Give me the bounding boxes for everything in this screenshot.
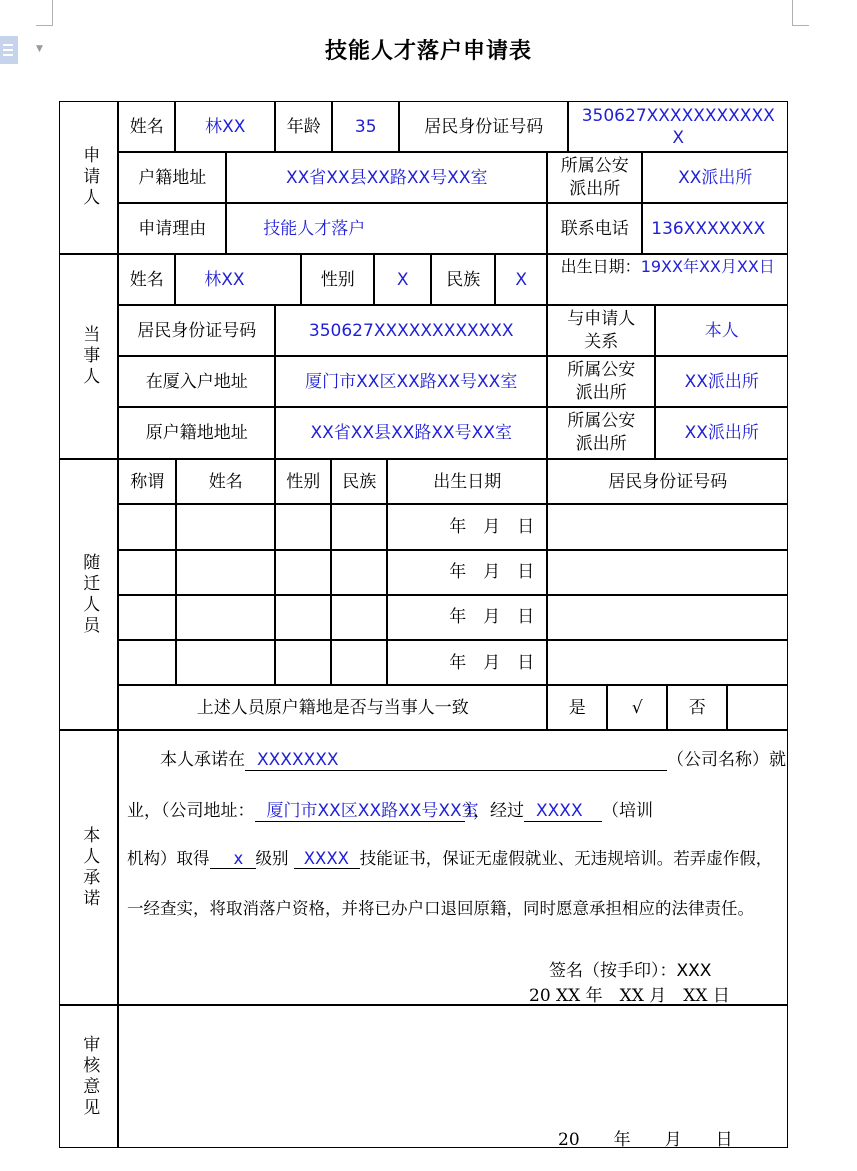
applicant-reason-label: 申请理由 xyxy=(118,203,226,254)
accompany-row-4-title[interactable] xyxy=(118,640,176,685)
header-gender: 性别 xyxy=(275,459,331,504)
header-name: 姓名 xyxy=(176,459,275,504)
yes-label: 是 xyxy=(547,685,607,730)
party-id-value[interactable]: 350627XXXXXXXXXXXX xyxy=(275,305,547,356)
accompany-row-1-gender[interactable] xyxy=(275,504,331,549)
party-birth-label: 出生日期： xyxy=(560,257,641,277)
accompany-row-4-gender[interactable] xyxy=(275,640,331,685)
accompany-row-4-name[interactable] xyxy=(176,640,275,685)
accompany-row-2-birth[interactable]: 年 月 日 xyxy=(387,550,547,595)
accompany-row-1-title[interactable] xyxy=(118,504,176,549)
applicant-id-value[interactable]: 350627XXXXXXXXXXXX xyxy=(568,101,788,152)
crop-mark-tr xyxy=(792,0,809,26)
training-org-field[interactable]: XXXX xyxy=(524,801,602,822)
party-ethnic-value[interactable]: X xyxy=(495,254,547,305)
accompany-row-4-birth[interactable]: 年 月 日 xyxy=(387,640,547,685)
pledge-line-2: 业，（公司地址： 厦门市XX区XX路XX号XX室），经过 XXXX （培训 xyxy=(127,796,653,822)
party-xm-addr-label: 在厦入户地址 xyxy=(118,356,275,407)
pledge-line-4: 一经查实，将取消落户资格，并将已办户口退回原籍，同时愿意承担相应的法律责任。 xyxy=(127,899,754,918)
header-id: 居民身份证号码 xyxy=(547,459,788,504)
party-relation-label: 与申请人关系 xyxy=(547,305,655,356)
yes-checkbox[interactable]: √ xyxy=(607,685,667,730)
accompany-row-1-birth[interactable]: 年 月 日 xyxy=(387,504,547,549)
party-xm-addr-value[interactable]: 厦门市XX区XX路XX号XX室 xyxy=(275,356,547,407)
party-orig-police-label: 所属公安派出所 xyxy=(547,407,655,459)
same-origin-question: 上述人员原户籍地是否与当事人一致 xyxy=(118,685,547,730)
party-ethnic-label: 民族 xyxy=(431,254,495,305)
accompany-row-2-name[interactable] xyxy=(176,550,275,595)
company-name-field[interactable]: XXXXXXX xyxy=(245,750,667,771)
party-name-value[interactable]: 林XX xyxy=(175,254,301,305)
applicant-name-value[interactable]: 林XX xyxy=(175,101,275,152)
accompany-row-4-ethnic[interactable] xyxy=(331,640,387,685)
party-xm-police-value[interactable]: XX派出所 xyxy=(655,356,788,407)
party-gender-label: 性别 xyxy=(301,254,374,305)
accompany-row-3-birth[interactable]: 年 月 日 xyxy=(387,595,547,640)
party-orig-police-value[interactable]: XX派出所 xyxy=(655,407,788,459)
party-orig-addr-value[interactable]: XX省XX县XX路XX号XX室 xyxy=(275,407,547,459)
party-relation-value[interactable]: 本人 xyxy=(655,305,788,356)
level-field[interactable]: x xyxy=(210,849,256,869)
review-date: 20 年 月 日 xyxy=(558,1130,733,1150)
accompany-row-1-ethnic[interactable] xyxy=(331,504,387,549)
crop-mark-tl xyxy=(36,0,53,26)
applicant-hukou-value[interactable]: XX省XX县XX路XX号XX室 xyxy=(226,152,547,203)
header-title: 称谓 xyxy=(118,459,176,504)
accompany-row-3-name[interactable] xyxy=(176,595,275,640)
party-name-label: 姓名 xyxy=(118,254,175,305)
party-birth-cell[interactable] xyxy=(547,254,788,305)
accompany-row-3-id[interactable] xyxy=(547,595,788,640)
accompany-row-2-ethnic[interactable] xyxy=(331,550,387,595)
skill-field[interactable]: XXXX xyxy=(294,849,360,869)
accompany-row-3-ethnic[interactable] xyxy=(331,595,387,640)
review-section-label: 审核意见 xyxy=(59,1005,118,1148)
accompany-row-1-name[interactable] xyxy=(176,504,275,549)
party-id-label: 居民身份证号码 xyxy=(118,305,275,356)
applicant-phone-value[interactable]: 136XXXXXXX xyxy=(642,203,788,254)
accompany-row-3-gender[interactable] xyxy=(275,595,331,640)
applicant-police-value[interactable]: XX派出所 xyxy=(642,152,788,203)
pledge-section-label: 本人承诺 xyxy=(59,730,118,1005)
header-ethnic: 民族 xyxy=(331,459,387,504)
dropdown-arrow-icon[interactable]: ▼ xyxy=(36,44,43,54)
signature: 签名（按手印）：XXX xyxy=(549,961,712,981)
party-birth-value[interactable]: 19XX年XX月XX日 xyxy=(640,257,775,277)
company-address-field[interactable]: 厦门市XX区XX路XX号XX室 xyxy=(255,796,465,822)
form-title: 技能人才落户申请表 xyxy=(324,38,532,64)
applicant-id-label: 居民身份证号码 xyxy=(399,101,568,152)
accompany-row-3-title[interactable] xyxy=(118,595,176,640)
applicant-age-label: 年龄 xyxy=(275,101,332,152)
applicant-name-label: 姓名 xyxy=(118,101,175,152)
applicant-hukou-label: 户籍地址 xyxy=(118,152,226,203)
no-checkbox[interactable] xyxy=(727,685,788,730)
accompany-row-2-title[interactable] xyxy=(118,550,176,595)
applicant-age-value[interactable]: 35 xyxy=(332,101,399,152)
accompany-row-1-id[interactable] xyxy=(547,504,788,549)
no-label: 否 xyxy=(667,685,727,730)
accompany-section-label: 随迁人员 xyxy=(59,459,118,730)
party-orig-addr-label: 原户籍地地址 xyxy=(118,407,275,459)
pledge-line-1: 本人承诺在 XXXXXXX （公司名称）就 xyxy=(160,750,786,770)
accompany-row-4-id[interactable] xyxy=(547,640,788,685)
pledge-line-3: 机构）取得 x 级别 XXXX 技能证书，保证无虚假就业、无违规培训。若弄虚作假， xyxy=(127,849,773,868)
party-xm-police-label: 所属公安派出所 xyxy=(547,356,655,407)
accompany-row-2-gender[interactable] xyxy=(275,550,331,595)
pledge-date: 20 XX 年 XX 月 XX 日 xyxy=(529,986,730,1006)
applicant-reason-value[interactable]: 技能人才落户 xyxy=(226,203,547,254)
accompany-row-2-id[interactable] xyxy=(547,550,788,595)
header-birth: 出生日期 xyxy=(387,459,547,504)
party-gender-value[interactable]: X xyxy=(374,254,431,305)
applicant-section-label: 申请人 xyxy=(59,101,118,254)
applicant-phone-label: 联系电话 xyxy=(547,203,642,254)
party-section-label: 当事人 xyxy=(59,254,118,459)
applicant-police-label: 所属公安派出所 xyxy=(547,152,642,203)
